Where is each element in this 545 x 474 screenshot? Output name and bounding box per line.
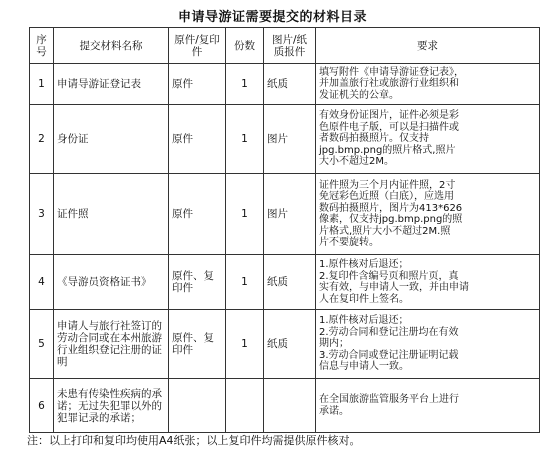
row-copy: 原件、复印件: [169, 310, 226, 379]
row-copy: 原件: [169, 174, 226, 255]
row-requirement: [316, 379, 540, 433]
requirement-line: 发证机关的公章。: [319, 89, 399, 101]
document-title: 申请导游证需要提交的材料目录: [177, 10, 367, 25]
row-no: 6: [30, 379, 54, 433]
row-requirement: [316, 105, 540, 174]
requirement-line: 数码拍摄照片，图片为413*626: [319, 202, 463, 214]
row-format: 图片: [264, 105, 316, 174]
requirement-line: 填写附件《申请导游证登记表》，: [319, 66, 464, 78]
requirement-line: 色原件电子版，可以是扫描件或: [319, 121, 459, 133]
header-requirement: 要求: [316, 28, 540, 64]
row-count: 1: [226, 174, 264, 255]
row-copy: 原件: [169, 105, 226, 174]
row-format: 纸质: [264, 255, 316, 310]
requirement-line: 3.劳动合同或登记注册证明记载: [319, 349, 459, 361]
requirement-line: 并加盖旅行社或旅游行业组织和: [319, 78, 459, 90]
row-no: 1: [30, 64, 54, 105]
row-count: [226, 379, 264, 433]
row-name: 身份证: [54, 105, 169, 174]
row-copy: 原件: [169, 64, 226, 105]
header-name: 提交材料名称: [54, 28, 169, 64]
requirement-line: 证件照为三个月内证件照，2寸: [319, 179, 456, 191]
requirement-line: 期内；: [319, 338, 349, 350]
requirement-line: 2.劳动合同和登记注册均在有效: [319, 326, 459, 338]
requirement-line: 实有效，与申请人一致，并由申请: [319, 282, 469, 293]
row-name: 申请人与旅行社签订的劳动合同或在本州旅游行业组织登记注册的证明: [54, 310, 169, 379]
table-row: [30, 174, 540, 255]
requirement-line: 人在复印件上签名。: [319, 293, 409, 305]
row-format: 图片: [264, 174, 316, 255]
row-format: [264, 379, 316, 433]
row-requirement: [316, 255, 540, 310]
requirement-line: 1.原件核对后退还；: [319, 259, 409, 270]
requirement-line: 者数码拍摄照片。仅支持: [319, 133, 429, 145]
row-name: 未患有传染性疾病的承诺；无过失犯罪以外的犯罪记录的承诺；: [54, 379, 169, 433]
row-count: 1: [226, 105, 264, 174]
row-name: 申请导游证登记表: [54, 64, 169, 105]
row-format: 纸质: [264, 64, 316, 105]
row-copy: 原件、复印件: [169, 255, 226, 310]
materials-table: [29, 27, 540, 433]
requirement-line: 免冠彩色近照（白底），应选用: [319, 191, 454, 202]
table-header-row: [30, 28, 540, 64]
requirement-line: 信息与申请人一致。: [319, 361, 409, 373]
table-row: [30, 105, 540, 174]
requirement-line: 像素，仅支持jpg.bmp.png的照: [319, 214, 463, 225]
row-requirement: [316, 310, 540, 379]
row-no: 5: [30, 310, 54, 379]
row-no: 4: [30, 255, 54, 310]
table-row: [30, 255, 540, 310]
requirement-line: 片格式,照片大小不超过2M.照: [319, 225, 451, 237]
row-copy: [169, 379, 226, 433]
header-count: 份数: [226, 28, 264, 64]
footnote: 注：以上打印和复印均使用A4纸张；以上复印件均需提供原件核对。: [27, 434, 361, 447]
table-row: [30, 64, 540, 105]
row-no: 2: [30, 105, 54, 174]
row-count: 1: [226, 310, 264, 379]
row-no: 3: [30, 174, 54, 255]
row-count: 1: [226, 64, 264, 105]
row-format: 纸质: [264, 310, 316, 379]
requirement-line: 承诺。: [319, 405, 349, 417]
requirement-line: 2.复印件含编号页和照片页，真: [319, 270, 459, 282]
header-no: 序号: [30, 28, 54, 64]
requirement-line: 片不要旋转。: [319, 237, 379, 248]
requirement-line: 1.原件核对后退还；: [319, 315, 409, 327]
requirement-line: 大小不超过2M。: [319, 156, 394, 168]
requirement-line: 有效身份证图片，证件必须是彩: [319, 110, 459, 122]
row-requirement: [316, 64, 540, 105]
row-count: 1: [226, 255, 264, 310]
table-row: [30, 310, 540, 379]
requirement-line: 在全国旅游监管服务平台上进行: [319, 394, 459, 405]
table-row: [30, 379, 540, 433]
row-requirement: [316, 174, 540, 255]
requirement-line: jpg.bmp.png的照片格式,照片: [319, 144, 456, 156]
row-name: 证件照: [54, 174, 169, 255]
row-name: 《导游员资格证书》: [54, 255, 169, 310]
header-format: 图片/纸质报件: [264, 28, 316, 64]
header-copy: 原件/复印件: [169, 28, 226, 64]
